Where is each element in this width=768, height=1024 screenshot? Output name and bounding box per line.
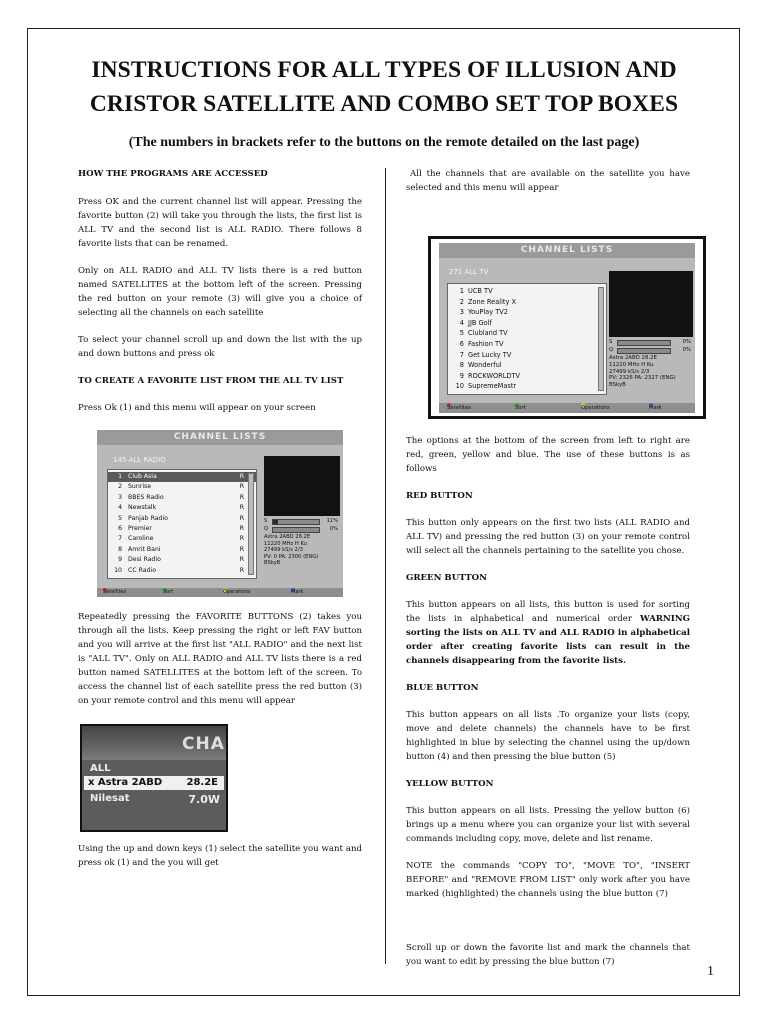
channel-name: BBES Radio [128, 493, 164, 501]
signal-info [264, 518, 340, 567]
screen-header: CHANNEL LISTS [97, 430, 343, 445]
channel-name: Get Lucky TV [468, 350, 512, 359]
channel-flag: R [239, 525, 244, 532]
channel-name: JJB Golf [468, 318, 492, 327]
warning-text: WARNING sorting the lists on ALL TV and ALL RADIO in alphabetical order after creating favorite lists can result in the channels disappearing from the favorite lists. [406, 614, 690, 666]
heading-green-button: GREEN BUTTON [406, 573, 488, 583]
paragraph: This button appears on all lists, this button is used for sorting the lists in alphabetical and numerical order [406, 600, 690, 624]
footer-operations: Operations [223, 589, 251, 595]
channel-flag: R [239, 514, 244, 522]
channel-flag: R [239, 556, 244, 564]
signal-info-line: 27499 kS/s 2/3 [609, 368, 650, 375]
footer-satellites: Satellites [103, 589, 127, 595]
channel-number: 2 [459, 297, 464, 306]
channel-name: Club Asia [128, 473, 157, 480]
page-number: 1 [707, 964, 714, 979]
channel-row[interactable] [108, 534, 256, 544]
channel-number: 7 [459, 350, 464, 359]
left-block-3 [78, 842, 362, 870]
heading-blue-button: BLUE BUTTON [406, 683, 479, 693]
channel-flag: R [239, 535, 244, 543]
signal-info-line: Astra 2ABD 28.2E [264, 534, 311, 540]
channel-list [107, 469, 257, 579]
channel-name: Clubland TV [468, 329, 508, 338]
channel-number: 9 [118, 556, 122, 564]
channel-row[interactable] [448, 297, 606, 308]
heading-red-button: RED BUTTON [406, 491, 473, 501]
heading-create-favorite: TO CREATE A FAVORITE LIST FROM THE ALL TV LIST [78, 376, 344, 386]
channel-name: UCB TV [468, 287, 493, 295]
list-title: 145 ALL RADIO [113, 456, 166, 464]
satellite-position: 28.2E [186, 777, 218, 788]
channel-flag: R [239, 545, 244, 553]
paragraph: Scroll up or down the favorite list and mark the channels that you want to edit by pressing the blue button (7) [406, 943, 690, 967]
list-scrollbar[interactable] [598, 287, 604, 391]
channel-name: YouPlay TV2 [468, 308, 508, 317]
channel-name: ROCKWORLDTV [468, 371, 521, 380]
signal-quality-value: 0% [682, 347, 691, 353]
channel-name: Premier [128, 525, 152, 532]
channel-row[interactable] [108, 472, 256, 482]
channel-number: 3 [118, 493, 122, 501]
channel-list-tv-screenshot [439, 243, 695, 413]
signal-info-line: BSkyB [609, 382, 626, 388]
channel-number: 1 [118, 473, 122, 480]
channel-number: 8 [118, 545, 122, 553]
channel-row[interactable] [108, 493, 256, 503]
channel-number: 5 [459, 329, 464, 338]
channel-name: Desi Radio [128, 556, 161, 564]
channel-name: Caroline [128, 535, 154, 543]
channel-name: CC Radio [128, 566, 156, 574]
footer-operations: Operations [581, 405, 610, 411]
channel-number: 7 [118, 535, 122, 543]
signal-strength-value: 11% [326, 518, 338, 524]
heading-programs-accessed: HOW THE PROGRAMS ARE ACCESSED [78, 169, 268, 179]
paragraph: Only on ALL RADIO and ALL TV lists there is a red button named SATELLITES at the bottom left of the screen. Pressing the red button on your remote (3) will give you a choice of selecting all the channels on each satellite [78, 266, 362, 318]
signal-quality-label: Q [264, 526, 269, 532]
screen-header: CHANNEL LISTS [439, 243, 695, 258]
channel-number: 1 [459, 287, 464, 295]
channel-name: Panjab Radio [128, 514, 168, 522]
channel-number: 9 [459, 371, 464, 380]
channel-row[interactable] [108, 566, 256, 576]
signal-quality-label: Q [609, 347, 614, 353]
screen-footer [97, 588, 343, 597]
signal-strength-fill [273, 520, 278, 524]
right-block-1 [406, 167, 690, 195]
satellite-item-nilesat: Nilesat [90, 793, 130, 804]
document-title-line1: INSTRUCTIONS FOR ALL TYPES OF ILLUSION AND [91, 57, 677, 83]
footer-mark: Mark [291, 589, 304, 595]
channel-number: 8 [459, 361, 464, 370]
column-divider [385, 168, 386, 964]
channel-number: 6 [459, 340, 464, 348]
paragraph: Press Ok (1) and this menu will appear on your screen [78, 403, 316, 413]
channel-name: Newstalk [128, 504, 157, 512]
paragraph: This button appears on all lists. Pressing the yellow button (6) brings up a menu where you can organize your list with several commands including copy, move, delete and list rename. [406, 806, 690, 844]
channel-list-tv-frame [428, 236, 706, 419]
channel-flag: R [239, 493, 244, 501]
footer-mark: Mark [649, 405, 662, 411]
channel-list [447, 283, 607, 395]
footer-sort: Sort [515, 405, 526, 411]
channel-name: SupremeMastr [468, 382, 517, 391]
paragraph: Using the up and down keys (1) select the satellite you want and press ok (1) and the you will get [78, 844, 362, 868]
paragraph: The options at the bottom of the screen from left to right are red, green, yellow and blue. The use of these buttons is as follows [406, 436, 690, 474]
signal-info-line: 27499 kS/s 2/3 [264, 547, 303, 553]
paragraph: To select your channel scroll up and down the list with the up and down buttons and press ok [78, 335, 362, 359]
satellite-item-selected [84, 776, 224, 790]
channel-name: Zone Reality X [468, 297, 517, 306]
right-block-2 [406, 434, 690, 969]
list-title: 271 ALL TV [449, 268, 489, 276]
channel-flag: R [239, 473, 244, 480]
channel-row[interactable] [448, 350, 606, 361]
signal-info-line: PV: 0 PA: 2300 (ENG) [264, 553, 319, 560]
screen-header: CHA [182, 734, 225, 754]
paragraph: This button appears on all lists .To organize your lists (copy, move and delete channels) the channels have to be first highlighted in blue by selecting the channel using the up/down button (4) and then pressing the blue button (5) [406, 710, 690, 762]
satellite-position: 7.0W [188, 793, 220, 806]
paragraph: This button only appears on the first two lists (ALL RADIO and ALL TV) and pressing the red button (3) on your remote control will select all the channels pertaining to the satellite you chose. [406, 518, 690, 556]
heading-yellow-button: YELLOW BUTTON [406, 779, 494, 789]
footer-sort: Sort [163, 589, 174, 595]
channel-row[interactable] [448, 339, 606, 350]
channel-row[interactable] [448, 360, 606, 371]
document-subtitle: (The numbers in brackets refer to the buttons on the remote detailed on the last page) [128, 135, 640, 150]
left-block-2 [78, 610, 362, 708]
channel-number: 10 [455, 382, 464, 391]
signal-info [609, 339, 693, 389]
signal-info-line: 11220 MHz H Ku [609, 361, 654, 368]
channel-name: Amrit Bani [128, 545, 161, 553]
signal-info-line: PV: 2326 PA: 2327 (ENG) [609, 375, 676, 382]
channel-number: 5 [118, 514, 122, 522]
video-preview [264, 456, 340, 516]
signal-info-line: BSkyB [264, 560, 281, 566]
channel-number: 3 [459, 308, 464, 317]
channel-row[interactable] [448, 381, 606, 392]
channel-row[interactable] [108, 524, 256, 534]
channel-row[interactable] [448, 371, 606, 382]
channel-flag: R [239, 504, 244, 512]
left-block-1 [78, 167, 362, 415]
channel-name: Fashion TV [468, 340, 504, 348]
paragraph: Repeatedly pressing the FAVORITE BUTTONS (2) takes you through all the lists. Keep pressing the right or left FAV button and you will arrive at the first list "ALL RADIO" and the next list is "ALL TV". Only on ALL RADIO and ALL TV lists there is a red button named SATELLITES at the bottom left of the screen. To access the channel list of each satellite press the red button (3) on your remote control and this menu will appear [78, 612, 362, 706]
channel-number: 10 [114, 566, 122, 574]
channel-number: 6 [118, 525, 122, 532]
paragraph-note: NOTE the commands "COPY TO", "MOVE TO", "INSERT BEFORE" and "REMOVE FROM LIST" only work after you have marked (highlighted) the channels using the blue button (7) [406, 861, 690, 899]
signal-info-line: Astra 2ABD 28.2E [609, 355, 657, 361]
channel-name: Wonderful [468, 361, 502, 370]
paragraph: Press OK and the current channel list will appear. Pressing the favorite button (2) will take you through the lists, the first list is ALL TV and the second list is ALL RADIO. There follows 8 favorite lists that can be renamed. [78, 197, 362, 249]
paragraph-green [406, 598, 690, 668]
signal-strength-value: 0% [682, 339, 691, 345]
signal-strength-label: S [609, 339, 613, 345]
signal-strength-label: S [264, 518, 268, 524]
satellite-name: x Astra 2ABD [88, 777, 163, 788]
channel-number: 4 [118, 504, 122, 512]
satellite-select-screenshot [80, 724, 228, 832]
channel-flag: R [239, 566, 244, 574]
channel-row[interactable] [108, 514, 256, 524]
channel-list-radio-screenshot [97, 430, 343, 597]
channel-row[interactable] [108, 503, 256, 513]
channel-row[interactable] [108, 545, 256, 555]
channel-flag: R [239, 483, 244, 491]
channel-row[interactable] [448, 318, 606, 329]
list-scrollbar[interactable] [248, 473, 254, 575]
satellite-item-all: ALL [90, 763, 111, 774]
signal-info-line: 11220 MHz H Ku [264, 540, 307, 547]
screen-footer [439, 403, 695, 413]
channel-number: 4 [459, 318, 464, 327]
document-title-line2: CRISTOR SATELLITE AND COMBO SET TOP BOXES [89, 91, 679, 117]
channel-row[interactable] [108, 482, 256, 492]
footer-satellites: Satellites [447, 405, 471, 411]
channel-row[interactable] [108, 555, 256, 565]
paragraph: All the channels that are available on the satellite you have selected and this menu will appear [406, 169, 690, 193]
channel-row[interactable] [448, 328, 606, 339]
channel-row[interactable] [448, 286, 606, 297]
channel-number: 2 [118, 483, 122, 491]
channel-name: Sunrise [128, 483, 152, 491]
video-preview [609, 271, 693, 337]
signal-quality-value: 0% [329, 526, 338, 532]
channel-row[interactable] [448, 307, 606, 318]
